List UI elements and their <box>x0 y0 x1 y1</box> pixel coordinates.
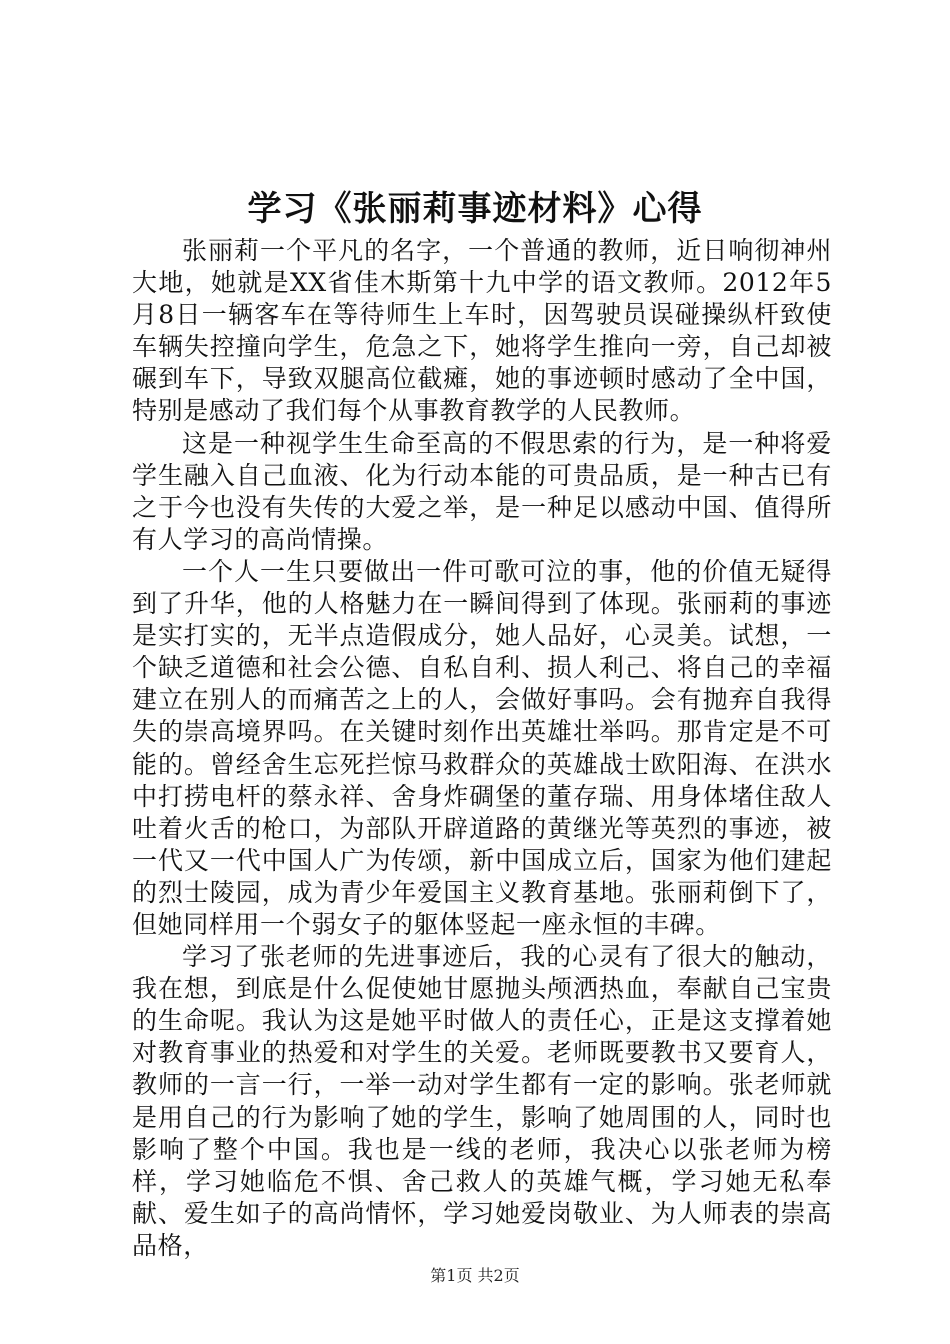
document-body <box>132 235 832 1262</box>
document-title: 学习《张丽莉事迹材料》心得 <box>247 189 703 229</box>
paragraph-3: 一个人一生只要做出一件可歌可泣的事，他的价值无疑得到了升华，他的人格魅力在一瞬间得到了体现。张丽莉的事迹是实打实的，无半点造假成分，她人品好，心灵美。试想，一个缺乏道德和社会公德、自私自利、损人利己、将自己的幸福建立在别人的而痛苦之上的人，会做好事吗。会有抛弃自我得失的崇高境界吗。在关键时刻作出英雄壮举吗。那肯定是不可能的。曾经舍生忘死拦惊马救群众的英雄战士欧阳海、在洪水中打捞电杆的蔡永祥、舍身炸碉堡的董存瑞、用身体堵住敌人吐着火舌的枪口，为部队开辟道路的黄继光等英烈的事迹，被一代又一代中国人广为传颂，新中国成立后，国家为他们建起的烈士陵园，成为青少年爱国主义教育基地。张丽莉倒下了，但她同样用一个弱女子的躯体竖起一座永恒的丰碑。 <box>132 556 832 939</box>
page-footer: 第1页 共2页 <box>430 1266 520 1285</box>
paragraph-4: 学习了张老师的先进事迹后，我的心灵有了很大的触动，我在想，到底是什么促使她甘愿抛头颅洒热血，奉献自己宝贵的生命呢。我认为这是她平时做人的责任心，正是这支撑着她对教育事业的热爱和对学生的关爱。老师既要教书又要育人，教师的一言一行，一举一动对学生都有一定的影响。张老师就是用自己的行为影响了她的学生，影响了她周围的人，同时也影响了整个中国。我也是一线的老师，我决心以张老师为榜样，学习她临危不惧、舍己救人的英雄气概，学习她无私奉献、爱生如子的高尚情怀，学习她爱岗敬业、为人师表的崇高品格， <box>132 942 832 1260</box>
paragraph-1: 张丽莉一个平凡的名字，一个普通的教师，近日响彻神州大地，她就是XX省佳木斯第十九中学的语文教师。2012年5月8日一辆客车在等待师生上车时，因驾驶员误碰操纵杆致使车辆失控撞向学生，危急之下，她将学生推向一旁，自己却被碾到车下，导致双腿高位截瘫，她的事迹顿时感动了全中国，特别是感动了我们每个从事教育教学的人民教师。 <box>132 236 832 426</box>
paragraph-2: 这是一种视学生生命至高的不假思索的行为，是一种将爱学生融入自己血液、化为行动本能的可贵品质，是一种古已有之于今也没有失传的大爱之举，是一种足以感动中国、值得所有人学习的高尚情操。 <box>132 428 832 554</box>
